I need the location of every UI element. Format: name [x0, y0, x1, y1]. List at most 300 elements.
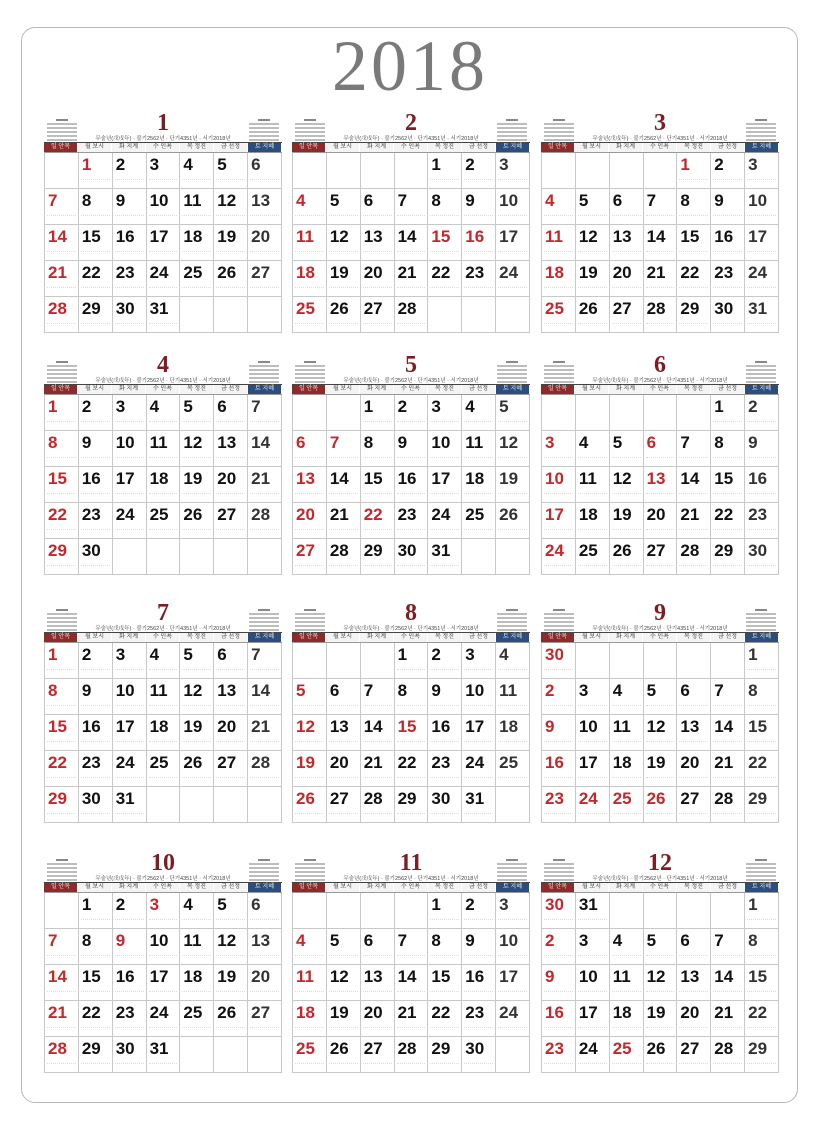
day-number: 1 — [431, 895, 441, 914]
lunar-note-line — [498, 991, 527, 998]
weekday-label: 화 지계 — [360, 883, 394, 892]
day-number: 2 — [397, 397, 408, 416]
day-cell — [644, 297, 678, 333]
day-cell — [293, 751, 327, 787]
lunar-note-line — [612, 955, 641, 962]
day-cell — [248, 1001, 282, 1037]
lunar-note-line — [747, 777, 776, 784]
day-cell — [180, 715, 214, 751]
day-number: 26 — [646, 789, 666, 808]
day-cell — [542, 679, 576, 715]
lunar-note-line — [747, 813, 776, 820]
day-cell — [214, 643, 248, 679]
day-cell — [180, 965, 214, 1001]
day-cell — [428, 929, 462, 965]
lunar-note-line — [47, 705, 76, 712]
day-cell — [428, 965, 462, 1001]
day-cell — [711, 153, 745, 189]
day-cell — [248, 643, 282, 679]
day-cell — [214, 965, 248, 1001]
lunar-note-line — [149, 919, 178, 926]
day-cell — [361, 715, 395, 751]
lunar-note-line — [250, 669, 279, 676]
lunar-note-line — [329, 565, 358, 572]
day-number: 21 — [397, 1003, 417, 1022]
day-cell — [113, 153, 147, 189]
day-cell — [113, 261, 147, 297]
day-number: 30 — [714, 299, 734, 318]
weekday-label: 화 지계 — [609, 143, 643, 152]
lunar-note-line — [679, 777, 708, 784]
empty-cell — [45, 153, 79, 189]
lunar-note-line — [430, 919, 459, 926]
day-cell — [462, 261, 496, 297]
day-cell — [462, 643, 496, 679]
lunar-note-line — [498, 493, 527, 500]
weekday-label: 화 지계 — [609, 633, 643, 642]
weekday-label: 수 인욕 — [146, 633, 180, 642]
day-number: 5 — [329, 931, 340, 950]
day-number: 17 — [115, 469, 135, 488]
day-number: 14 — [714, 717, 734, 736]
weekday-label: 토 지혜 — [745, 883, 779, 892]
day-cell — [542, 715, 576, 751]
lunar-note-line — [498, 741, 527, 748]
day-cell — [496, 189, 530, 225]
day-number: 7 — [680, 433, 690, 452]
day-cell — [677, 929, 711, 965]
lunar-note-line — [182, 493, 211, 500]
day-number: 24 — [578, 1039, 598, 1058]
weekday-label: 토 지혜 — [745, 633, 779, 642]
day-number: 4 — [183, 895, 193, 914]
day-cell — [147, 643, 181, 679]
day-number: 7 — [48, 931, 58, 950]
lunar-note-line — [430, 251, 459, 258]
day-number: 6 — [612, 191, 623, 210]
lunar-note-line — [216, 919, 245, 926]
day-cell — [496, 1001, 530, 1037]
lunar-note-line — [679, 493, 708, 500]
day-number: 1 — [363, 397, 374, 416]
lunar-note-line — [397, 251, 426, 258]
day-number: 4 — [578, 433, 589, 452]
day-number: 8 — [748, 931, 758, 950]
lunar-note-line — [47, 813, 76, 820]
day-cell — [180, 225, 214, 261]
day-cell — [293, 261, 327, 297]
weekday-header-row — [541, 384, 779, 394]
day-number: 12 — [646, 967, 666, 986]
day-cell — [293, 787, 327, 823]
day-cell — [361, 395, 395, 431]
day-cell — [610, 261, 644, 297]
day-number: 2 — [714, 155, 724, 174]
lunar-note-line — [47, 741, 76, 748]
day-number: 2 — [748, 397, 758, 416]
day-cell — [180, 503, 214, 539]
day-number: 25 — [296, 299, 315, 318]
lunar-note-line — [47, 251, 76, 258]
day-number: 29 — [714, 541, 734, 560]
lunar-note-line — [679, 529, 708, 536]
lunar-note-line — [612, 565, 641, 572]
day-cell — [496, 965, 530, 1001]
day-cell — [361, 965, 395, 1001]
day-cell — [327, 965, 361, 1001]
day-cell — [248, 395, 282, 431]
day-number: 21 — [363, 753, 383, 772]
day-cell — [293, 929, 327, 965]
lunar-note-line — [47, 991, 76, 998]
day-cell — [45, 751, 79, 787]
day-cell — [214, 679, 248, 715]
day-number: 27 — [251, 263, 271, 282]
empty-cell — [361, 643, 395, 679]
day-cell — [644, 225, 678, 261]
day-number: 7 — [714, 681, 724, 700]
month-number: 3 — [654, 110, 666, 136]
day-cell — [395, 929, 429, 965]
lunar-note-line — [47, 323, 76, 330]
lunar-note-line — [747, 457, 776, 464]
day-number: 26 — [329, 299, 349, 318]
lunar-note-line — [47, 215, 76, 222]
day-number: 5 — [183, 397, 193, 416]
empty-cell — [610, 153, 644, 189]
day-cell — [576, 539, 610, 575]
empty-cell — [214, 539, 248, 575]
weekday-label: 금 선정 — [711, 385, 745, 394]
day-cell — [327, 715, 361, 751]
day-number: 27 — [329, 789, 349, 808]
lunar-note-line — [216, 421, 245, 428]
weekday-label: 수 인욕 — [643, 143, 677, 152]
day-cell — [147, 929, 181, 965]
day-cell — [610, 929, 644, 965]
day-number: 3 — [149, 895, 160, 914]
day-cell — [214, 1001, 248, 1037]
day-grid — [541, 394, 779, 575]
day-cell — [711, 751, 745, 787]
day-number: 4 — [465, 397, 475, 416]
day-cell — [745, 893, 779, 929]
day-cell — [745, 467, 779, 503]
day-cell — [644, 929, 678, 965]
lunar-note-line — [747, 991, 776, 998]
day-number: 11 — [578, 469, 597, 488]
month-header — [292, 110, 530, 142]
day-number: 24 — [115, 753, 135, 772]
day-cell — [677, 751, 711, 787]
day-cell — [395, 787, 429, 823]
empty-cell — [677, 643, 711, 679]
lunar-note-line — [430, 421, 459, 428]
day-cell — [610, 297, 644, 333]
empty-cell — [428, 297, 462, 333]
day-number: 23 — [115, 263, 135, 282]
lunar-note-line — [498, 529, 527, 536]
lunar-note-line — [713, 421, 742, 428]
lunar-note-line — [329, 813, 358, 820]
lunar-note-line — [363, 705, 392, 712]
day-number: 1 — [81, 155, 92, 174]
lunar-note-line — [115, 919, 144, 926]
day-cell — [462, 1037, 496, 1073]
lunar-note-line — [430, 991, 459, 998]
day-number: 9 — [714, 191, 724, 210]
day-cell — [180, 395, 214, 431]
day-cell — [214, 751, 248, 787]
weekday-label: 목 정진 — [180, 883, 214, 892]
lunar-note-line — [182, 457, 211, 464]
day-number: 13 — [680, 967, 700, 986]
day-cell — [542, 965, 576, 1001]
day-number: 1 — [748, 645, 758, 664]
weekday-label: 화 지계 — [360, 143, 394, 152]
lunar-note-line — [81, 919, 110, 926]
lunar-note-line — [216, 705, 245, 712]
day-cell — [214, 153, 248, 189]
day-number: 12 — [329, 227, 349, 246]
day-number: 23 — [465, 263, 485, 282]
lunar-note-line — [250, 741, 279, 748]
lunar-note-line — [47, 955, 76, 962]
lunar-note-line — [578, 565, 607, 572]
lunar-note-line — [115, 1027, 144, 1034]
day-cell — [542, 503, 576, 539]
day-cell — [677, 1001, 711, 1037]
day-number: 29 — [48, 789, 67, 808]
lunar-note-line — [250, 991, 279, 998]
day-cell — [745, 715, 779, 751]
day-cell — [711, 297, 745, 333]
day-number: 12 — [296, 717, 315, 736]
lunar-note-line — [498, 669, 527, 676]
lunar-note-line — [149, 991, 178, 998]
weekday-label: 월 보시 — [326, 143, 360, 152]
weekday-label: 일 안목 — [541, 883, 575, 892]
month-2 — [292, 110, 530, 338]
lunar-note-line — [713, 565, 742, 572]
lunar-note-line — [578, 251, 607, 258]
day-number: 15 — [81, 967, 101, 986]
day-number: 4 — [149, 645, 160, 664]
day-number: 9 — [81, 433, 92, 452]
day-number: 3 — [431, 397, 441, 416]
lunar-note-line — [498, 421, 527, 428]
day-cell — [147, 261, 181, 297]
lunar-note-line — [612, 991, 641, 998]
day-number: 1 — [431, 155, 441, 174]
day-number: 7 — [251, 397, 261, 416]
day-number: 25 — [149, 753, 169, 772]
day-number: 17 — [578, 753, 598, 772]
day-number: 27 — [680, 1039, 700, 1058]
day-cell — [711, 431, 745, 467]
day-number: 27 — [612, 299, 632, 318]
day-number: 29 — [397, 789, 417, 808]
day-cell — [542, 189, 576, 225]
weekday-label: 월 보시 — [575, 143, 609, 152]
day-number: 20 — [251, 227, 271, 246]
lunar-note-line — [612, 705, 641, 712]
lunar-note-line — [464, 777, 493, 784]
lunar-note-line — [747, 565, 776, 572]
day-number: 30 — [431, 789, 451, 808]
lunar-note-line — [713, 777, 742, 784]
lunar-note-line — [679, 323, 708, 330]
weekday-header-row — [541, 632, 779, 642]
day-cell — [180, 189, 214, 225]
day-number: 23 — [714, 263, 734, 282]
empty-cell — [395, 893, 429, 929]
day-cell — [610, 1037, 644, 1073]
day-number: 14 — [397, 227, 417, 246]
day-number: 11 — [499, 681, 518, 700]
day-number: 18 — [183, 227, 203, 246]
lunar-note-line — [397, 741, 426, 748]
day-number: 26 — [217, 263, 237, 282]
day-cell — [214, 893, 248, 929]
day-cell — [214, 261, 248, 297]
weekday-label: 화 지계 — [112, 633, 146, 642]
lunar-note-line — [498, 215, 527, 222]
day-cell — [45, 261, 79, 297]
day-number: 25 — [465, 505, 485, 524]
day-number: 14 — [251, 681, 271, 700]
day-cell — [576, 965, 610, 1001]
weekday-label: 화 지계 — [609, 385, 643, 394]
day-number: 5 — [646, 931, 657, 950]
lunar-note-line — [295, 813, 324, 820]
lunar-note-line — [498, 457, 527, 464]
lunar-note-line — [329, 457, 358, 464]
lunar-note-line — [149, 457, 178, 464]
lunar-note-line — [646, 1063, 675, 1070]
day-cell — [428, 503, 462, 539]
day-cell — [180, 929, 214, 965]
weekday-label: 일 안목 — [292, 633, 326, 642]
month-header — [292, 352, 530, 384]
day-cell — [576, 715, 610, 751]
lunar-note-line — [363, 813, 392, 820]
lunar-note-line — [747, 1063, 776, 1070]
lunar-note-line — [182, 1027, 211, 1034]
day-number: 22 — [431, 1003, 451, 1022]
day-number: 11 — [183, 191, 202, 210]
empty-cell — [214, 1037, 248, 1073]
day-number: 13 — [217, 433, 237, 452]
lunar-note-line — [295, 251, 324, 258]
empty-cell — [361, 153, 395, 189]
lunar-note-line — [578, 813, 607, 820]
day-cell — [395, 189, 429, 225]
month-number: 6 — [654, 352, 666, 378]
weekday-label: 수 인욕 — [394, 385, 428, 394]
day-number: 4 — [612, 681, 623, 700]
day-number: 25 — [612, 789, 632, 808]
day-number: 8 — [397, 681, 408, 700]
day-cell — [113, 679, 147, 715]
day-cell — [610, 1001, 644, 1037]
day-number: 3 — [499, 895, 509, 914]
day-cell — [293, 1001, 327, 1037]
day-number: 16 — [465, 227, 485, 246]
day-cell — [147, 467, 181, 503]
day-number: 20 — [329, 753, 349, 772]
empty-cell — [644, 395, 678, 431]
day-number: 18 — [149, 469, 169, 488]
day-cell — [327, 261, 361, 297]
lunar-note-line — [679, 251, 708, 258]
lunar-note-line — [430, 741, 459, 748]
lunar-note-line — [216, 741, 245, 748]
day-number: 23 — [465, 1003, 485, 1022]
day-cell — [147, 893, 181, 929]
day-number: 4 — [296, 931, 306, 950]
day-number: 1 — [397, 645, 408, 664]
day-number: 26 — [217, 1003, 237, 1022]
month-number: 7 — [157, 600, 169, 626]
lunar-note-line — [115, 287, 144, 294]
day-cell — [610, 503, 644, 539]
day-number: 19 — [578, 263, 598, 282]
day-number: 16 — [714, 227, 734, 246]
lunar-note-line — [295, 741, 324, 748]
lunar-note-line — [747, 669, 776, 676]
lunar-note-line — [464, 955, 493, 962]
empty-cell — [496, 787, 530, 823]
weekday-label: 목 정진 — [428, 143, 462, 152]
day-cell — [428, 225, 462, 261]
month-9 — [541, 600, 779, 828]
lunar-note-line — [295, 991, 324, 998]
lunar-note-line — [329, 777, 358, 784]
lunar-note-line — [115, 741, 144, 748]
day-number: 18 — [499, 717, 519, 736]
day-number: 26 — [612, 541, 632, 560]
weekday-label: 화 지계 — [112, 143, 146, 152]
day-number: 22 — [397, 753, 417, 772]
day-cell — [214, 395, 248, 431]
empty-cell — [610, 395, 644, 431]
lunar-note-line — [430, 457, 459, 464]
day-cell — [79, 431, 113, 467]
day-number: 30 — [545, 645, 564, 664]
weekday-label: 금 선정 — [462, 633, 496, 642]
lunar-note-line — [578, 457, 607, 464]
day-number: 9 — [397, 433, 408, 452]
empty-cell — [576, 395, 610, 431]
day-number: 18 — [612, 1003, 632, 1022]
weekday-label: 금 선정 — [214, 883, 248, 892]
day-cell — [147, 431, 181, 467]
lunar-note-line — [250, 705, 279, 712]
day-number: 8 — [431, 931, 441, 950]
day-grid — [541, 642, 779, 823]
lunar-note-line — [679, 179, 708, 186]
day-cell — [745, 539, 779, 575]
day-number: 20 — [612, 263, 632, 282]
lunar-year-line: 무술년(戊戌年) · 불기2562년 · 단기4351년 · 서기2018년 — [592, 876, 728, 882]
day-cell — [147, 751, 181, 787]
day-cell — [745, 643, 779, 679]
day-cell — [428, 395, 462, 431]
weekday-label: 목 정진 — [180, 633, 214, 642]
day-number: 28 — [363, 789, 383, 808]
day-number: 17 — [465, 717, 485, 736]
